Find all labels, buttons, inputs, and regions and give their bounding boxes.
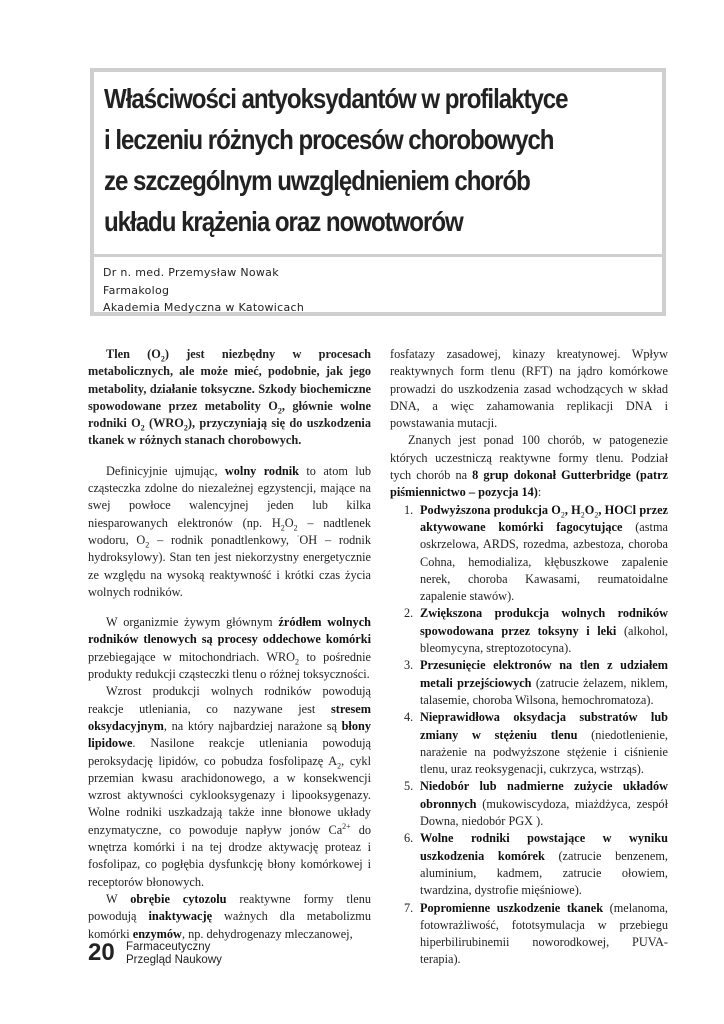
title-line: ze szczególnym uwzględnieniem chorób — [104, 165, 530, 196]
list-item: 2. Zwiększona produkcja wolnych rodników spowodowana przez toksyny i leki (alkohol, bleomycyna, streptozotocyna). — [404, 606, 668, 656]
title-box — [90, 68, 666, 316]
title-line: i leczeniu różnych procesów chorobowych — [104, 124, 554, 155]
list-item: 3. Przesunięcie elektronów na tlen z udziałem metali przejściowych (zatrucie żelazem, niklem, talasemie, choroba Wilsona, hemochromatoza). — [404, 658, 668, 707]
right-column — [390, 346, 668, 969]
title-line: Właściwości antyoksydantów w profilaktyce — [104, 83, 568, 114]
list-item: 6. Wolne rodniki powstające w wyniku uszkodzenia komórek (zatrucie benzenem, aluminium, kadmem, zatrucie ołowiem, twardzina, dystrofie mięśniowe). — [404, 831, 669, 898]
list-item: 5. Niedobór lub nadmierne zużycie układów obronnych (mukowiscydoza, miażdżyca, zespół Downa, niedobór PGX ). — [404, 779, 668, 829]
paragraph-continuation: fosfatazy zasadowej, kinazy kreatynowej. Wpływ reaktywnych form tlenu (RFT) na jądro komórkowe prowadzi do uszkodzenia zasad wchodzących w skład DNA, a więc zahamowania replikacji DNA i powstawania mutacji. — [390, 347, 668, 431]
list-item: 1. Podwyższona produkcja $O_2$, $H_2O_2$, HOCl przez aktywowane komórki fagocytujące (astma oskrzelowa, ARDS, rozedma, azbestoza, choroba Cohna, hemodializa, kłębuszkowe zapalenie nerek, choroba Kawasami, reumatoidalne zapalenie stawów). — [404, 502, 668, 604]
list-item: 7. Popromienne uszkodzenie tkanek (melanoma, fotowrażliwość, fototsymulacja w przebiegu hiperbilirubinemii noworodkowej, PUVA-terapia). — [404, 900, 668, 967]
author-role: Farmakolog — [103, 283, 170, 297]
title-divider — [94, 254, 662, 257]
paragraph-free-radical-definition: Definicyjnie ujmując, wolny rodnik to atom lub cząsteczka zdolne do niezależnej egzystencji, mające na swej powłoce walencyjnej jeden lub kilka niesparowanych elektronów (np. $H_2O_2$ – nadtlenek wodoru, $O_2$ – rodnik ponadtlenkowy, ·OH – rodnik hydroksylowy). Stan ten jest niekorzystny energetycznie ze względu na wysoką reaktywność i krótki czas życia wolnych rodników. — [88, 463, 371, 599]
paragraph-radical-sources: W organizmie żywym głównym źródłem wolnych rodników tlenowych są procesy oddechowe komórki przebiegające w mitochondriach. $WRO_2$ to pośrednie produkty redukcji cząsteczki tlenu o różnej toksyczności. — [88, 615, 371, 682]
page-number: 20 — [88, 939, 115, 966]
title-line: układu krążenia oraz nowotworów — [104, 206, 463, 237]
paragraph-cytosol: W obrębie cytozolu reaktywne formy tlenu powodują inaktywację ważnych dla metabolizmu komórki enzymów, np. dehydrogenazy mleczanowej, — [88, 891, 372, 941]
paragraph-disease-groups: Znanych jest ponad 100 chorób, w patogenezie których uczestniczą reaktywne formy tlenu. Podział tych chorób na 8 grup dokonał Gutterbridge (patrz piśmiennictwo – pozycja 14): — [390, 433, 668, 500]
journal-name: Farmaceutyczny Przegląd Naukowy — [126, 941, 222, 966]
author-name: Dr n. med. Przemysław Nowak — [103, 266, 279, 279]
left-column — [88, 346, 371, 943]
disease-group-list — [390, 502, 668, 969]
article-title — [104, 78, 577, 242]
author-block — [103, 264, 304, 317]
list-item: 4. Nieprawidłowa oksydacja substratów lub zmiany w stężeniu tlenu (niedotlenienie, narażenie na podwyższone stężenie i ciśnienie tlenu, uraz reoksygenacji, cukrzyca, wstrząs). — [404, 710, 668, 777]
lead-paragraph: Tlen $(O_2)$ jest niezbędny w procesach metabolicznych, ale może mieć, podobnie, jak jego metabolity, działanie toksyczne. Szkody biochemiczne spowodowane przez metabolity $O_2$, głównie wolne rodniki $O_2$ $(WRO_2)$, przyczyniają się do uszkodzenia tkanek w różnych stanach chorobowych. — [88, 347, 371, 448]
author-affiliation: Akademia Medyczna w Katowicach — [103, 301, 305, 314]
paragraph-oxidative-stress: Wzrost produkcji wolnych rodników powodują reakcje utleniania, co nazywane jest stresem oksydacyjnym, na który najbardziej narażone są błony lipidowe. Nasilone reakcje utleniania powodują peroksydację lipidów, co pobudza fosfolipazę $A_2$, cykl przemian kwasu arachidonowego, a w konsekwencji wzrost aktywności cyklooksygenazy i lipooksygenazy. Wolne rodniki uszkadzają także inne błonowe układy enzymatyczne, co powoduje napływ jonów $Ca^{2+}$ do wnętrza komórki i na tej drodze aktywację proteaz i fosfolipaz, co pogłębia dysfunkcję błony komórkowej i receptorów błonowych. — [88, 684, 371, 889]
